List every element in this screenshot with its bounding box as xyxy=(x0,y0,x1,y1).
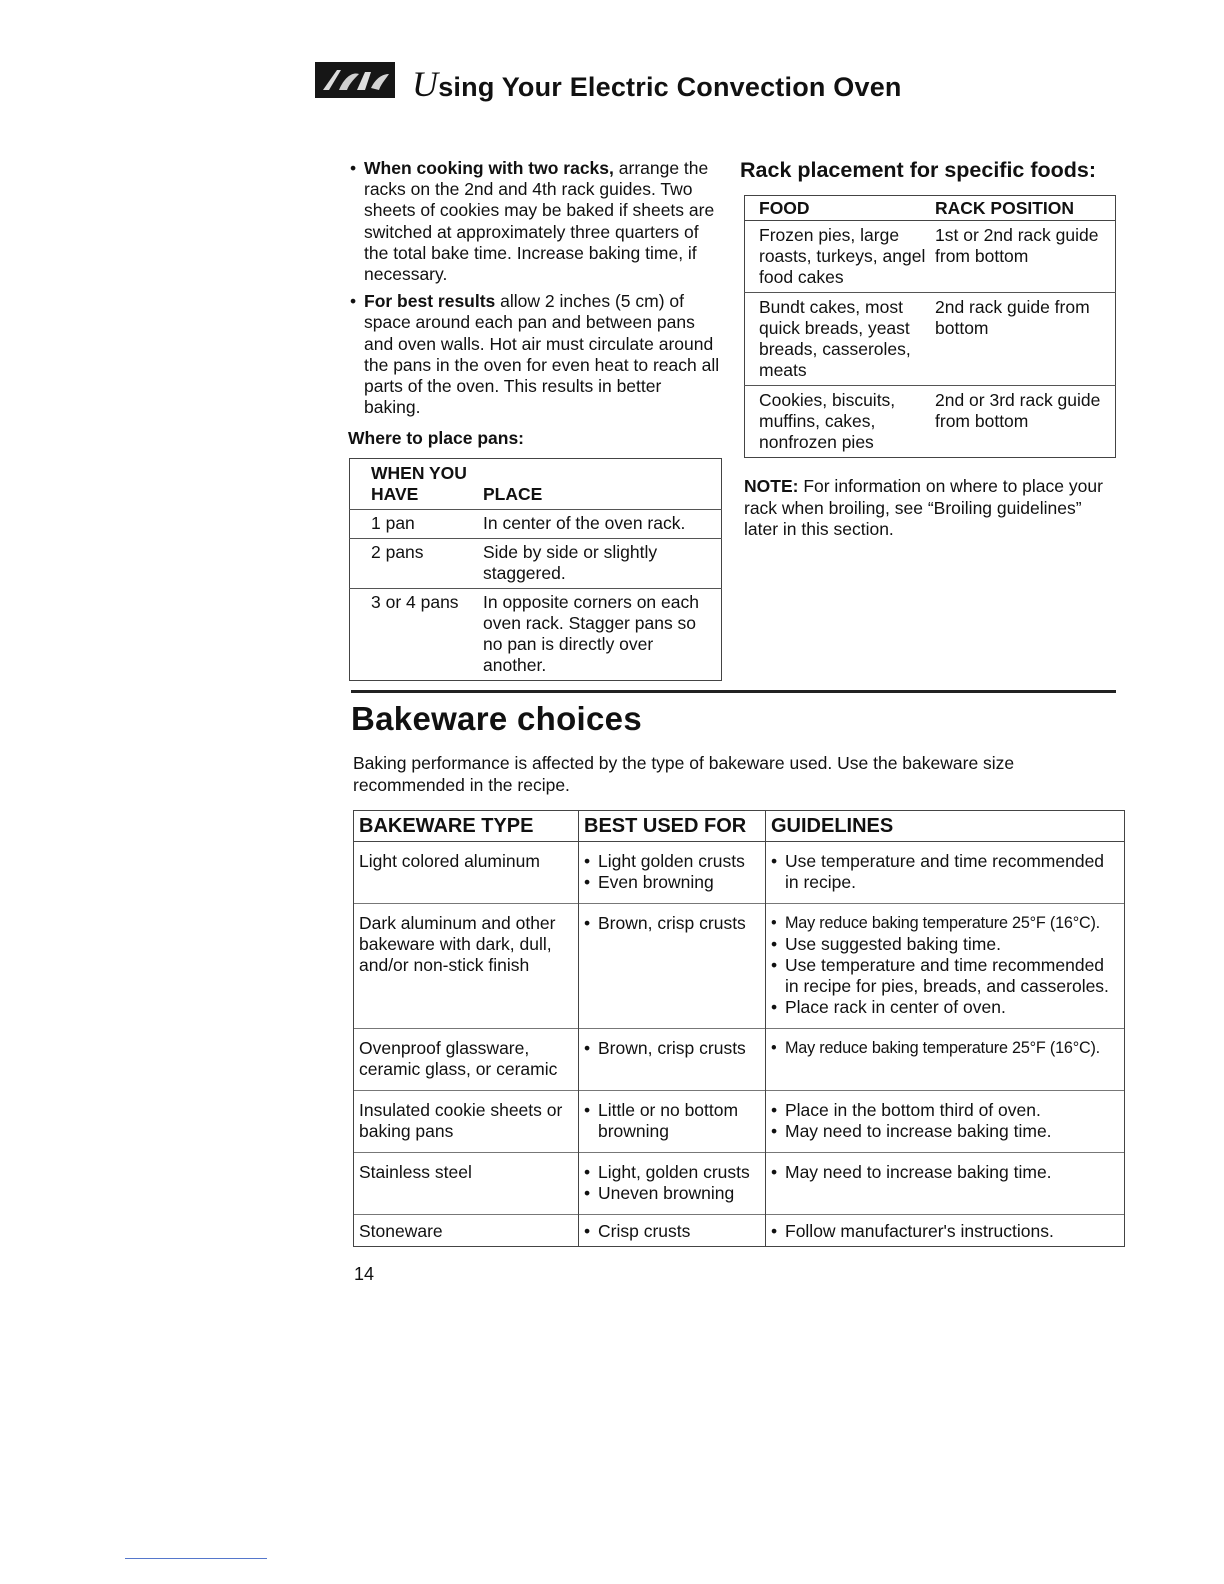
list-item: • Little or no bottom browning xyxy=(584,1100,760,1142)
guidelines-cell xyxy=(766,904,1125,1029)
table-row xyxy=(354,1215,1125,1247)
bakeware-table xyxy=(353,810,1125,1247)
tip-text: arrange the racks on the 2nd and 4th rack guides. Two sheets of cookies may be baked if sheets are switched at approximately three quarters of the total bake time. Increase baking time, if necessary. xyxy=(364,158,715,285)
list-item: • Brown, crisp crusts xyxy=(584,913,760,934)
bakeware-type: Insulated cookie sheets or baking pans xyxy=(354,1091,579,1153)
rack-position: 1st or 2nd rack guide from bottom xyxy=(935,221,1116,293)
rack-heading: Rack placement for specific foods: xyxy=(740,158,1097,182)
list-item xyxy=(350,291,720,418)
tip-lead: For best results xyxy=(364,291,496,312)
list-item: • May reduce baking temperature 25°F (16°C). xyxy=(771,1038,1119,1059)
section-divider xyxy=(351,690,1116,693)
list-item: • Even browning xyxy=(584,872,760,893)
rack-col-position: RACK POSITION xyxy=(935,196,1116,221)
list-item: • Follow manufacturer's instructions. xyxy=(771,1221,1119,1242)
rack-table xyxy=(744,195,1116,458)
title-text: sing Your Electric Convection Oven xyxy=(438,72,902,102)
guidelines-cell xyxy=(766,1029,1125,1091)
rack-food: Cookies, biscuits, muffins, cakes, nonfrozen pies xyxy=(745,386,936,458)
broiling-note xyxy=(744,476,1120,541)
best-used-cell xyxy=(579,842,766,904)
tips-list xyxy=(350,158,720,424)
footer-line xyxy=(125,1558,267,1559)
table-row xyxy=(350,589,722,681)
rack-food: Frozen pies, large roasts, turkeys, angel food cakes xyxy=(745,221,936,293)
rack-position: 2nd rack guide from bottom xyxy=(935,293,1116,386)
list-item: • Use suggested baking time. xyxy=(771,934,1119,955)
bakeware-type: Ovenproof glassware, ceramic glass, or ceramic xyxy=(354,1029,579,1091)
table-row xyxy=(354,842,1125,904)
bakeware-type: Stoneware xyxy=(354,1215,579,1247)
pans-col-have: WHEN YOU HAVE xyxy=(371,463,467,504)
rack-food: Bundt cakes, most quick breads, yeast breads, casseroles, meats xyxy=(745,293,936,386)
pans-place: Side by side or slightly staggered. xyxy=(483,539,722,589)
table-row xyxy=(745,221,1116,293)
best-used-cell xyxy=(579,1153,766,1215)
table-row xyxy=(745,386,1116,458)
tip-lead: When cooking with two racks, xyxy=(364,158,614,178)
pans-place: In opposite corners on each oven rack. Stagger pans so no pan is directly over another. xyxy=(483,589,722,681)
page-number: 14 xyxy=(354,1264,375,1284)
brand-logo-icon xyxy=(315,62,395,98)
pans-have: 3 or 4 pans xyxy=(350,589,484,681)
list-item: • Uneven browning xyxy=(584,1183,760,1204)
best-used-cell xyxy=(579,1029,766,1091)
rack-position: 2nd or 3rd rack guide from bottom xyxy=(935,386,1116,458)
list-item: • Use temperature and time recommended in recipe for pies, breads, and casseroles. xyxy=(771,955,1119,997)
note-label: NOTE: xyxy=(744,476,799,496)
list-item: • Crisp crusts xyxy=(584,1221,760,1242)
list-item: • Light, golden crusts xyxy=(584,1162,760,1183)
page-title xyxy=(412,66,902,103)
table-row xyxy=(354,1091,1125,1153)
tip-text: allow 2 inches (5 cm) of space around each pan and between pans and oven walls. Hot air must circulate around the pans in the oven for even heat to reach all parts of the oven. This results in better baking. xyxy=(364,291,720,418)
col-guidelines: GUIDELINES xyxy=(766,811,1125,842)
pans-col-place: PLACE xyxy=(483,484,543,504)
section-title: Bakeware choices xyxy=(351,700,642,737)
list-item: • Light golden crusts xyxy=(584,851,760,872)
bakeware-type: Stainless steel xyxy=(354,1153,579,1215)
list-item: • Place in the bottom third of oven. xyxy=(771,1100,1119,1121)
col-best-used-for: BEST USED FOR xyxy=(579,811,766,842)
guidelines-cell xyxy=(766,842,1125,904)
table-row xyxy=(354,904,1125,1029)
list-item: • May need to increase baking time. xyxy=(771,1162,1119,1183)
best-used-cell xyxy=(579,904,766,1029)
pans-have: 1 pan xyxy=(350,510,484,539)
list-item: • Use temperature and time recommended in recipe. xyxy=(771,851,1119,893)
bakeware-type: Dark aluminum and other bakeware with dark, dull, and/or non-stick finish xyxy=(354,904,579,1029)
table-row xyxy=(350,510,722,539)
table-row xyxy=(350,539,722,589)
pans-place: In center of the oven rack. xyxy=(483,510,722,539)
list-item: • May need to increase baking time. xyxy=(771,1121,1119,1142)
bakeware-type: Light colored aluminum xyxy=(354,842,579,904)
pans-table xyxy=(349,458,722,681)
col-bakeware-type: BAKEWARE TYPE xyxy=(354,811,579,842)
note-text: For information on where to place your rack when broiling, see “Broiling guidelines” later in this section. xyxy=(744,476,1103,539)
rack-col-food: FOOD xyxy=(745,196,936,221)
pans-heading: Where to place pans: xyxy=(348,428,525,448)
guidelines-cell xyxy=(766,1153,1125,1215)
guidelines-cell xyxy=(766,1091,1125,1153)
table-row xyxy=(354,1153,1125,1215)
list-item: • May reduce baking temperature 25°F (16°C). xyxy=(771,913,1119,934)
table-row xyxy=(354,1029,1125,1091)
section-intro: Baking performance is affected by the type of bakeware used. Use the bakeware size recommended in the recipe. xyxy=(353,753,1015,795)
best-used-cell xyxy=(579,1091,766,1153)
list-item xyxy=(350,158,720,285)
table-row xyxy=(745,293,1116,386)
list-item: • Place rack in center of oven. xyxy=(771,997,1119,1018)
best-used-cell xyxy=(579,1215,766,1247)
list-item: • Brown, crisp crusts xyxy=(584,1038,760,1059)
pans-have: 2 pans xyxy=(350,539,484,589)
guidelines-cell xyxy=(766,1215,1125,1247)
title-initial: U xyxy=(412,64,439,104)
